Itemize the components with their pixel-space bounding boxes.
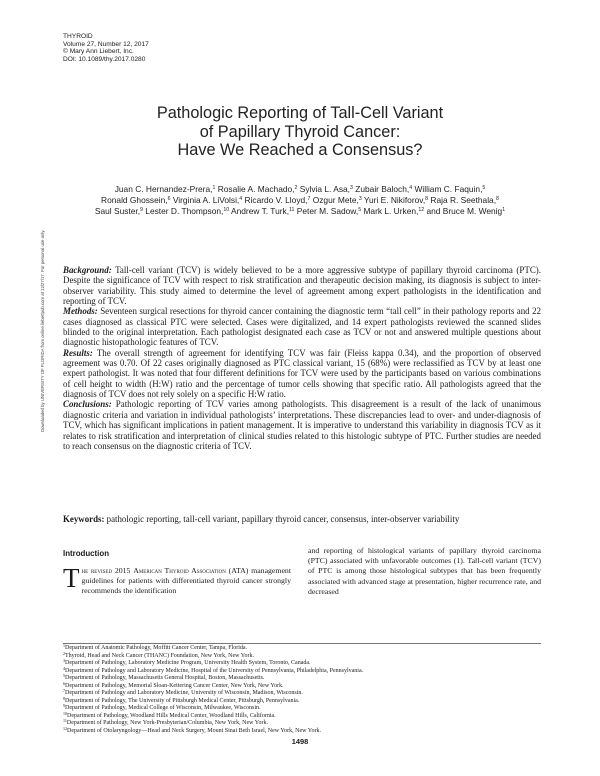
footnote-text: Department of Pathology, The University of Pittsburgh Medical Center, Pittsburgh, Pennsylvania.: [65, 697, 300, 704]
title-line-3: Have We Reached a Consensus?: [177, 141, 423, 159]
footnote-text: Department of Pathology, Woodland Hills Medical Center, Woodland Hills, California.: [67, 712, 276, 719]
footnote-number: 10: [63, 710, 67, 716]
footnote-text: Thyroid, Head and Neck Cancer (THANC) Foundation, New York, New York.: [65, 652, 254, 659]
author-name: Ronald Ghossein,: [101, 195, 168, 206]
intro-column-right: and reporting of histological variants of papillary thyroid carcinoma (PTC) associated with unfavorable outcomes (1). Tall-cell variant (TCV) of PTC is among those histological subtypes that has been frequently associated with advanced stage at presentation, higher recurrence rate, and decreased: [308, 546, 541, 596]
article-title: [60, 104, 540, 160]
footnote-text: Department of Pathology, New York-Presbyterian/Columbia, New York, New York.: [66, 720, 268, 727]
footnote-text: Department of Anatomic Pathology, Moffitt Cancer Center, Tampa, Florida.: [65, 645, 248, 651]
footnote: [63, 720, 363, 728]
author-affiliation-mark: 9: [140, 207, 143, 214]
keywords-label: Keywords:: [63, 514, 105, 524]
author-affiliation-mark: 5: [358, 207, 362, 214]
author: [364, 195, 428, 205]
footnote-divider: [63, 643, 541, 644]
author-name: Ricardo V. Lloyd,: [244, 195, 308, 206]
footnote: [63, 645, 363, 653]
author-list: [45, 184, 555, 218]
journal-volume: Volume 27, Number 12, 2017: [63, 40, 149, 48]
author-affiliation-mark: 6: [167, 196, 171, 203]
footnote-number: 1: [63, 643, 65, 648]
author-name: and Bruce M. Wenig: [426, 206, 503, 217]
intro-left-text: (ATA) management guidelines for patients with differentiated thyroid cancer strongly recommends the identification: [81, 566, 291, 596]
footnote-text: Department of Otolaryngology—Head and Neck Surgery, Mount Sinai Beth Israel, New York, New York.: [67, 728, 321, 735]
author-name: Yuri E. Nikiforov,: [363, 195, 426, 206]
footnote-text: Department of Pathology, Massachusetts General Hospital, Boston, Massachusetts.: [65, 675, 265, 682]
author: [297, 206, 361, 216]
abstract-background-text: Tall-cell variant (TCV) is widely believed to be a more aggressive subtype of papillary thyroid carcinoma (PTC). Despite the significance of TCV with respect to risk stratification and therapeutic decision making, its diagnosis is subject to inter-observer variability. This study aimed to determine the level of agreement among expert pathologists in the identification and reporting of TCV.: [63, 265, 541, 307]
author-name: Raja R. Seethala,: [430, 195, 497, 206]
affiliation-footnotes: [63, 645, 363, 736]
author: [218, 184, 298, 194]
footnote-number: 5: [63, 673, 65, 679]
author-name: Mark L. Urken,: [363, 206, 419, 217]
footnote: [63, 705, 363, 713]
abstract: [63, 265, 541, 451]
title-line-1: Pathologic Reporting of Tall-Cell Variant: [156, 104, 444, 122]
author-affiliation-mark: 8: [496, 196, 499, 203]
journal-copyright: © Mary Ann Liebert, Inc.: [63, 48, 134, 56]
author: [430, 195, 499, 205]
author: [173, 195, 242, 205]
footnote-number: 4: [63, 665, 65, 671]
author: [300, 184, 353, 194]
footnote-number: 7: [63, 688, 65, 694]
footnote-text: Department of Pathology, Medical College of Wisconsin, Milwaukee, Wisconsin.: [65, 705, 261, 712]
footnote-number: 6: [63, 680, 65, 686]
intro-lead-smallcaps: he revised: [81, 566, 113, 575]
author-affiliation-mark: 3: [358, 196, 362, 203]
author: [95, 206, 143, 216]
author: [101, 195, 170, 205]
journal-header: [63, 33, 149, 63]
intro-lead-org: American Thyroid Association: [133, 566, 226, 575]
footnote-number: 3: [63, 658, 65, 664]
footnote-text: Department of Pathology and Laboratory Medicine, University of Wisconsin, Madison, Wisconsin.: [65, 690, 303, 697]
author-name: Sylvia L. Asa,: [299, 184, 351, 194]
author: [115, 184, 216, 194]
author: [313, 195, 362, 205]
footnote: [63, 675, 363, 683]
author-name: Juan C. Hernandez-Prera,: [114, 184, 213, 194]
author-affiliation-mark: 12: [418, 207, 425, 214]
abstract-results-label: Results:: [63, 347, 93, 358]
page-number: 1498: [291, 737, 309, 746]
author: [355, 184, 412, 194]
footnote: [63, 690, 363, 698]
abstract-conclusions-text: Pathologic reporting of TCV varies among pathologists. This disagreement is a result of the lack of unanimous diagnostic criteria and variation in individual pathologists’ interpretations. These discrepancies lead to over- and under-diagnosis of TCV, which has significant implications in patient management. It is imperative to understand this variability in diagnosis TCV as it relates to risk stratification and interpretation of clinical studies related to this histologic subtype of PTC. Further studies are needed to reach consensus on the diagnostic criteria of TCV.: [63, 399, 542, 451]
footnote: [63, 728, 363, 736]
footnote-number: 8: [63, 695, 65, 701]
footnote-text: Department of Pathology, Memorial Sloan-Kettering Cancer Center, New York, New York.: [65, 682, 284, 689]
author: [363, 206, 424, 216]
abstract-methods-text: Seventeen surgical resections for thyroid cancer containing the diagnostic term “tall cell” in their pathology reports and 22 cases diagnosed as classical PTC were selected. Cases were digitalized, and 14 expert pathologists reviewed the scanned slides blinded to the original interpretation. Each pathologist designated each case as TCV or not and answered multiple questions about diagnostic histopathologic features of TCV.: [63, 306, 542, 348]
introduction-heading: Introduction: [63, 549, 110, 558]
author-affiliation-mark: 4: [239, 196, 243, 203]
journal-name: THYROID: [63, 33, 93, 40]
author-affiliation-mark: 1: [502, 207, 506, 214]
author-affiliation-mark: 7: [307, 196, 311, 203]
footnote-number: 2: [63, 650, 65, 656]
author-name: Zubair Baloch,: [355, 184, 410, 194]
abstract-conclusions-label: Conclusions:: [63, 399, 112, 410]
journal-doi: DOI: 10.1089/thy.2017.0280: [63, 55, 146, 63]
author-affiliation-mark: 4: [409, 185, 413, 191]
author-affiliation-mark: 5: [482, 185, 486, 191]
author: [145, 206, 229, 216]
author-affiliation-mark: 11: [289, 207, 295, 214]
author-affiliation-mark: 2: [294, 185, 298, 191]
author-affiliation-mark: 8: [425, 196, 429, 203]
author: [426, 206, 505, 216]
author-affiliation-mark: 3: [350, 185, 353, 191]
author-name: William C. Faquin,: [414, 184, 483, 194]
author-affiliation-mark: 1: [212, 185, 216, 191]
intro-lead-text: 2015: [112, 566, 134, 575]
footnote-text: Department of Pathology, Laboratory Medicine Program, University Health System, Toronto, Canada.: [65, 660, 311, 667]
abstract-results-text: The overall strength of agreement for identifying TCV was fair (Fleiss kappa 0.34), and the proportion of observed agreement was 0.70. Of 22 cases originally diagnosed as PTC classical variant, 15 (68%) were reclassified as TCV by at least one expert pathologist. It was noted that four different definitions for TCV were used by the participants based on various combinations of cell height to width (H:W) ratio and the percentage of tumor cells showing that specific ratio. All pathologists agreed that the diagnosis of TCV does not rely solely on a specific H:W ratio.: [63, 347, 541, 400]
footnote-number: 12: [63, 726, 67, 732]
author-name: Lester D. Thompson,: [145, 206, 224, 217]
intro-column-left: [63, 563, 291, 597]
author-affiliation-mark: 10: [223, 207, 230, 214]
download-note: Downloaded by UNIVERSITY OF FLORIDA from online.liebertpub.com at 12/27/17. For personal use only.: [40, 229, 45, 432]
abstract-background: [63, 265, 541, 306]
abstract-results: [63, 348, 541, 400]
author-name: Peter M. Sadow,: [296, 206, 359, 217]
footnote-number: 9: [63, 703, 65, 709]
author: [231, 206, 294, 216]
footnote-number: 11: [63, 718, 67, 724]
abstract-methods-label: Methods:: [63, 306, 98, 317]
author-name: Andrew T. Turk,: [231, 206, 290, 217]
abstract-background-label: Background:: [63, 265, 112, 275]
author-name: Ozgur Mete,: [312, 195, 359, 206]
abstract-conclusions: [63, 399, 541, 451]
keywords: [63, 514, 541, 525]
intro-dropcap: T: [63, 563, 80, 593]
abstract-methods: [63, 306, 541, 347]
download-sidebar: [37, 229, 49, 432]
title-line-2: of Papillary Thyroid Cancer:: [199, 122, 401, 141]
footnote: [63, 660, 363, 668]
author: [244, 195, 310, 205]
author-name: Rosalie A. Machado,: [217, 184, 295, 194]
footnote-text: Department of Pathology and Laboratory Medicine, Hospital of the University of Pennsylvania, Philadelphia, Pennsylvania.: [65, 667, 364, 674]
author: [414, 184, 485, 194]
author-name: Saul Suster,: [94, 206, 141, 217]
keywords-text: pathologic reporting, tall-cell variant, papillary thyroid cancer, consensus, inter-observer variability: [106, 514, 460, 524]
author-name: Virginia A. LiVolsi,: [172, 195, 240, 206]
